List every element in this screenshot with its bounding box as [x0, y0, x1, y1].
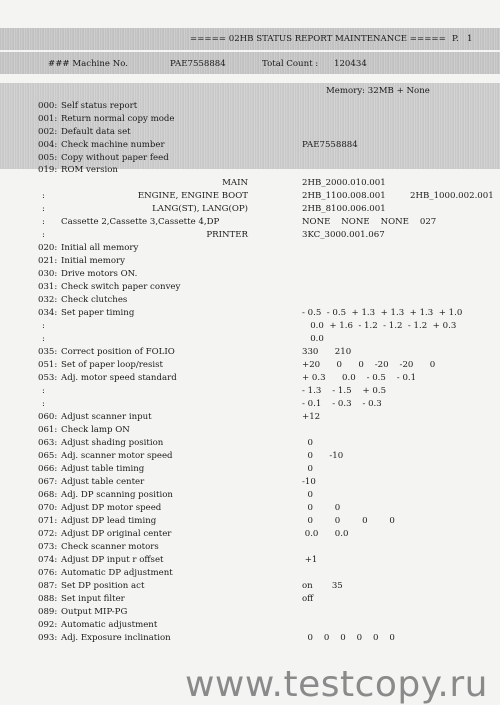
- row-code: 002:: [38, 127, 58, 137]
- row-label: Check machine number: [61, 140, 165, 150]
- row-label: Correct position of FOLIO: [61, 347, 175, 357]
- row-value: +12: [302, 412, 321, 422]
- row-label: Adjust table center: [61, 477, 145, 487]
- row-label: Self status report: [61, 101, 138, 111]
- row-label: Check lamp ON: [61, 425, 130, 435]
- row-code: 066:: [38, 464, 58, 474]
- row-code: 000:: [38, 101, 58, 111]
- row-value: 0 0: [302, 503, 341, 513]
- row-code: 034:: [38, 308, 58, 318]
- row-code: :: [42, 321, 45, 331]
- count-label: Total Count :: [262, 59, 319, 69]
- row-label: Adjust table timing: [61, 464, 145, 474]
- row-code: 088:: [38, 594, 58, 604]
- row-value: 0.0 + 1.6 - 1.2 - 1.2 - 1.2 + 0.3: [302, 321, 457, 331]
- row-label: Adjust scanner input: [61, 412, 152, 422]
- row-label: Adj. motor speed standard: [61, 373, 177, 383]
- row-label: LANG(ST), LANG(OP): [152, 204, 248, 214]
- row-value: 0 0 0 0: [302, 516, 395, 526]
- row-label: Automatic adjustment: [61, 620, 158, 630]
- row-code: 093:: [38, 633, 58, 643]
- row-value: 0 0 0 0 0 0: [302, 633, 395, 643]
- row-code: 087:: [38, 581, 58, 591]
- page-number: P. 1: [452, 34, 473, 44]
- row-value: 330 210: [302, 347, 352, 357]
- row-code: 067:: [38, 477, 58, 487]
- row-code: 004:: [38, 140, 58, 150]
- row-code: 089:: [38, 607, 58, 617]
- machine-label: ### Machine No.: [48, 59, 128, 69]
- machine-number: PAE7558884: [170, 59, 226, 69]
- row-code: 053:: [38, 373, 58, 383]
- row-label: Set DP position act: [61, 581, 145, 591]
- row-label: Adjust DP lead timing: [61, 516, 157, 526]
- row-value: +20 0 0 -20 -20 0: [302, 360, 436, 370]
- row-code: 001:: [38, 114, 58, 124]
- row-value: 2HB_2000.010.001: [302, 178, 386, 188]
- row-code: :: [42, 204, 45, 214]
- row-label: Set input filter: [61, 594, 125, 604]
- row-code: 074:: [38, 555, 58, 565]
- row-label: Check scanner motors: [61, 542, 159, 552]
- row-label: Cassette 2,Cassette 3,Cassette 4,DP: [61, 217, 220, 227]
- row-label: Output MIP-PG: [61, 607, 128, 617]
- row-code: 030:: [38, 269, 58, 279]
- row-label: Adjust shading position: [61, 438, 164, 448]
- row-code: 065:: [38, 451, 58, 461]
- memory-info: Memory: 32MB + None: [326, 86, 430, 96]
- row-value: off: [302, 594, 314, 604]
- row-code: :: [42, 217, 45, 227]
- row-value: 0: [302, 438, 313, 448]
- row-label: Drive motors ON.: [61, 269, 138, 279]
- row-label: Copy without paper feed: [61, 153, 169, 163]
- row-value: + 0.3 0.0 - 0.5 - 0.1: [302, 373, 417, 383]
- row-code: 073:: [38, 542, 58, 552]
- row-code: :: [42, 334, 45, 344]
- row-label: Initial memory: [61, 256, 126, 266]
- row-code: :: [42, 386, 45, 396]
- row-label: MAIN: [222, 178, 248, 188]
- row-value: 0.0 0.0: [302, 529, 349, 539]
- row-label: Automatic DP adjustment: [61, 568, 173, 578]
- row-label: PRINTER: [206, 230, 248, 240]
- row-value: 0: [302, 490, 313, 500]
- row-value: 0.0: [302, 334, 324, 344]
- row-value: NONE NONE NONE 027: [302, 217, 437, 227]
- row-code: 020:: [38, 243, 58, 253]
- row-code: 005:: [38, 153, 58, 163]
- row-label: Adjust DP original center: [61, 529, 172, 539]
- row-code: 072:: [38, 529, 58, 539]
- row-code: 060:: [38, 412, 58, 422]
- row-value: 3KC_3000.001.067: [302, 230, 385, 240]
- row-value: 2HB_1100.008.001: [302, 191, 386, 201]
- row-code: 063:: [38, 438, 58, 448]
- row-code: 019:: [38, 165, 58, 175]
- row-label: Set paper timing: [61, 308, 135, 318]
- row-code: :: [42, 191, 45, 201]
- row-code: 068:: [38, 490, 58, 500]
- row-value: 0 -10: [302, 451, 344, 461]
- row-code: :: [42, 230, 45, 240]
- row-code: 031:: [38, 282, 58, 292]
- row-code: 076:: [38, 568, 58, 578]
- row-value: on 35: [302, 581, 343, 591]
- report-title: ===== 02HB STATUS REPORT MAINTENANCE =====: [190, 34, 446, 44]
- row-value: +1: [302, 555, 318, 565]
- row-value-2: 2HB_1000.002.001: [410, 191, 494, 201]
- row-label: ROM version: [61, 165, 118, 175]
- watermark: www.testcopy.ru: [184, 664, 488, 705]
- row-code: 061:: [38, 425, 58, 435]
- row-label: ENGINE, ENGINE BOOT: [137, 191, 248, 201]
- row-code: 070:: [38, 503, 58, 513]
- row-value: - 1.3 - 1.5 + 0.5: [302, 386, 387, 396]
- row-label: Set of paper loop/resist: [61, 360, 164, 370]
- row-value: 2HB_8100.006.001: [302, 204, 386, 214]
- row-value: 0: [302, 464, 313, 474]
- row-value: -10: [302, 477, 316, 487]
- row-value: - 0.1 - 0.3 - 0.3: [302, 399, 382, 409]
- row-value: - 0.5 - 0.5 + 1.3 + 1.3 + 1.3 + 1.0: [302, 308, 463, 318]
- row-label: Adjust DP input r offset: [61, 555, 164, 565]
- row-label: Check clutches: [61, 295, 128, 305]
- row-code: 071:: [38, 516, 58, 526]
- row-code: 032:: [38, 295, 58, 305]
- row-label: Initial all memory: [61, 243, 139, 253]
- row-code: 092:: [38, 620, 58, 630]
- row-label: Check switch paper convey: [61, 282, 181, 292]
- row-label: Return normal copy mode: [61, 114, 175, 124]
- row-code: 035:: [38, 347, 58, 357]
- row-value: PAE7558884: [302, 140, 358, 150]
- row-code: 051:: [38, 360, 58, 370]
- row-label: Adjust DP motor speed: [61, 503, 162, 513]
- row-label: Adj. scanner motor speed: [61, 451, 173, 461]
- row-code: 021:: [38, 256, 58, 266]
- total-count: 120434: [334, 59, 367, 69]
- row-label: Default data set: [61, 127, 131, 137]
- row-label: Adj. DP scanning position: [61, 490, 173, 500]
- row-code: :: [42, 399, 45, 409]
- row-label: Adj. Exposure inclination: [61, 633, 171, 643]
